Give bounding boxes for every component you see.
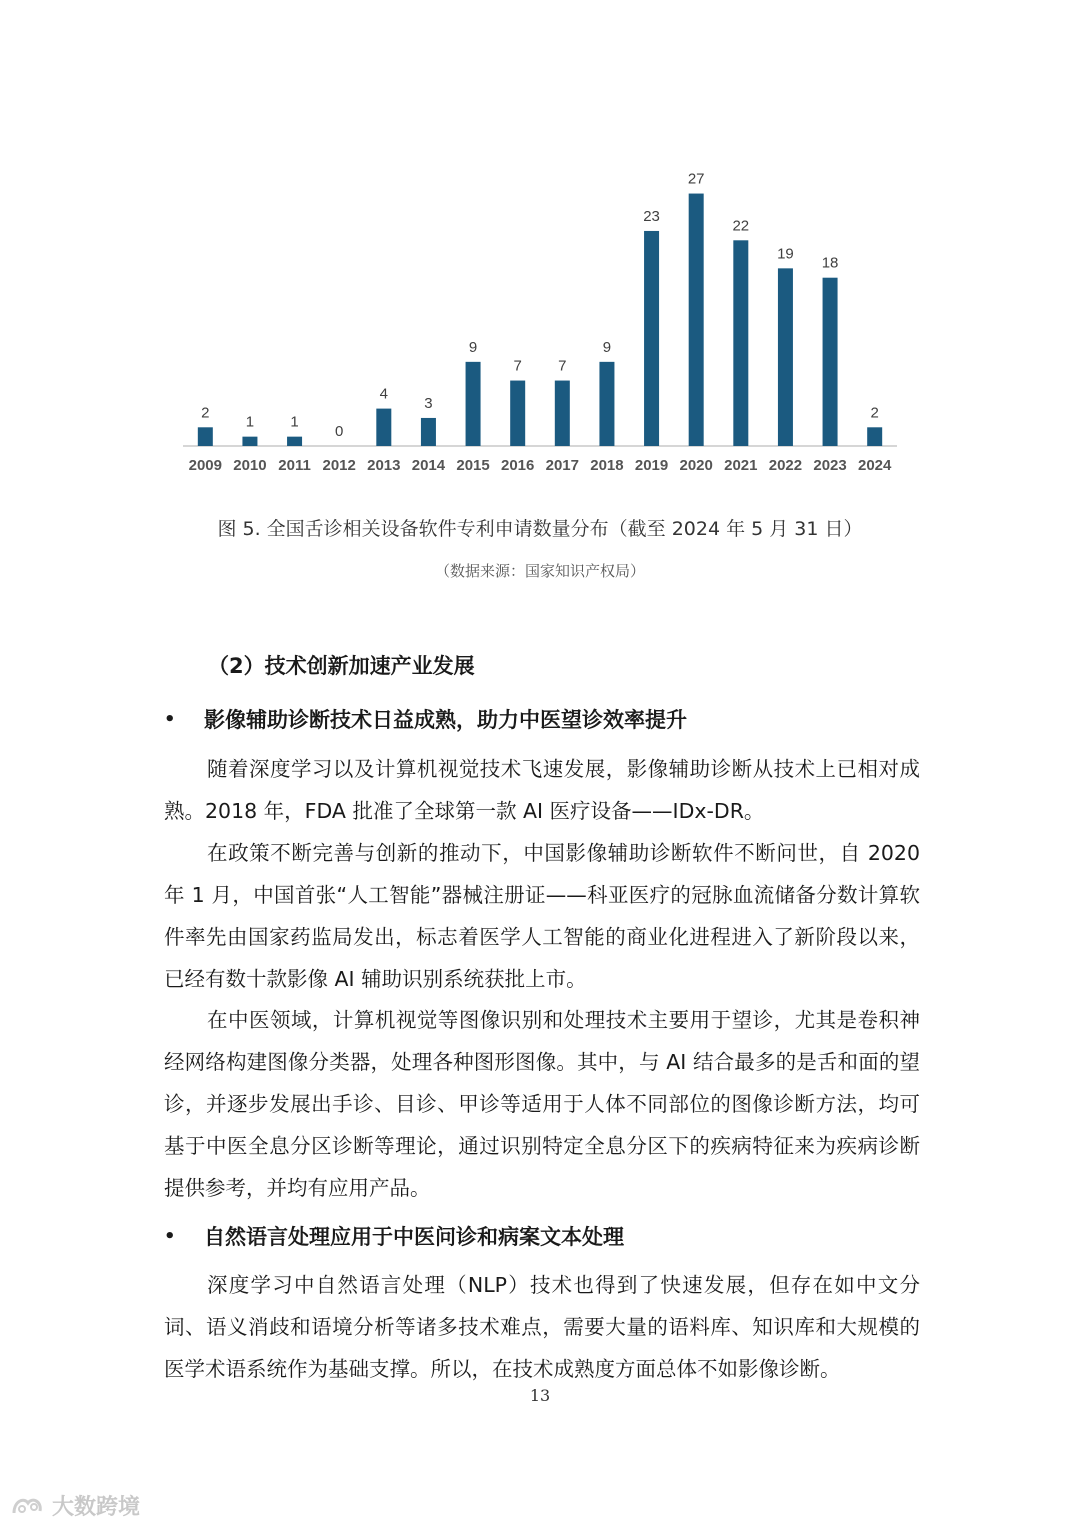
figure-caption: 图 5. 全国舌诊相关设备软件专利申请数量分布（截至 2024 年 5 月 31 日）	[217, 518, 863, 540]
x-tick-label-2009: 2009	[188, 457, 222, 474]
x-tick-label-2019: 2019	[634, 457, 669, 474]
x-tick-label-2012: 2012	[322, 457, 356, 474]
x-tick-label-2024: 2024	[858, 457, 892, 474]
paragraph: 随着深度学习以及计算机视觉技术飞速发展，影像辅助诊断从技术上已相对成熟。2018 年，FDA 批准了全球第一款 AI 医疗设备——IDx-DR。	[164, 757, 920, 823]
bar-2023	[823, 278, 838, 446]
bar-chart	[0, 0, 1080, 490]
data-label-2020: 27	[687, 170, 705, 188]
watermark-logo-icon	[10, 1493, 46, 1519]
bar-2019	[644, 231, 659, 446]
data-label-2023: 18	[821, 254, 839, 272]
bar-2014	[421, 418, 436, 446]
x-tick-label-2015: 2015	[456, 457, 490, 474]
data-label-2010: 1	[245, 413, 255, 431]
x-tick-label-2020: 2020	[679, 457, 713, 474]
x-tick-label-2010: 2010	[233, 457, 267, 474]
bar-2016	[510, 381, 525, 446]
x-tick-label-2014: 2014	[411, 457, 446, 474]
data-label-2024: 2	[870, 404, 879, 422]
paragraph: 在政策不断完善与创新的推动下，中国影像辅助诊断软件不断问世，自 2020 年 1 月，中国首张“人工智能”器械注册证——科亚医疗的冠脉血流储备分数计算软件率先由国家药监局发出，标志着医学人工智能的商业化进程进入了新阶段以来，已经有数十款影像 AI 辅助识别系统获批上市。	[164, 841, 920, 991]
bar-2020	[689, 194, 704, 446]
paragraph: 深度学习中自然语言处理（NLP）技术也得到了快速发展，但存在如中文分词、语义消歧和语境分析等诸多技术难点，需要大量的语料库、知识库和大规模的医学术语系统作为基础支撑。所以，在技术成熟度方面总体不如影像诊断。	[164, 1273, 920, 1381]
x-tick-label-2022: 2022	[768, 457, 803, 474]
bar-2011	[287, 437, 302, 446]
bar-2013	[376, 409, 391, 446]
bullet-item	[164, 1221, 624, 1251]
watermark	[10, 1490, 140, 1521]
bullet-icon: •	[164, 1225, 176, 1247]
x-tick-label-2016: 2016	[501, 457, 535, 474]
data-label-2014: 3	[424, 394, 433, 412]
bar-2017	[555, 381, 570, 446]
data-label-2016: 7	[513, 357, 522, 375]
bullet-title: 自然语言处理应用于中医问诊和病案文本处理	[204, 1225, 624, 1249]
data-label-2015: 9	[468, 338, 478, 356]
bullet-item	[164, 704, 687, 734]
data-label-2009: 2	[201, 404, 210, 422]
data-label-2021: 22	[732, 217, 750, 235]
x-tick-label-2018: 2018	[590, 457, 624, 474]
paragraph: 在中医领域，计算机视觉等图像识别和处理技术主要用于望诊，尤其是卷积神经网络构建图像分类器，处理各种图形图像。其中，与 AI 结合最多的是舌和面的望诊，并逐步发展出手诊、目诊、甲诊等适用于人体不同部位的图像诊断方法，均可基于中医全息分区诊断等理论，通过识别特定全息分区下的疾病特征来为疾病诊断提供参考，并均有应用产品。	[164, 1008, 920, 1200]
data-label-2011: 1	[290, 413, 299, 431]
bar-2018	[599, 362, 614, 446]
x-tick-label-2021: 2021	[724, 457, 758, 474]
data-label-2018: 9	[602, 338, 612, 356]
bar-2024	[867, 427, 882, 446]
bullet-title: 影像辅助诊断技术日益成熟，助力中医望诊效率提升	[204, 708, 687, 732]
x-tick-label-2017: 2017	[545, 457, 579, 474]
x-tick-label-2011: 2011	[278, 457, 311, 474]
data-label-2013: 4	[379, 385, 388, 403]
x-tick-label-2023: 2023	[813, 457, 847, 474]
bullet-icon: •	[164, 708, 176, 730]
x-tick-label-2013: 2013	[367, 457, 401, 474]
figure-source: （数据来源：国家知识产权局）	[434, 562, 645, 580]
bar-2022	[778, 268, 793, 446]
bar-2010	[242, 437, 257, 446]
page-number: 13	[529, 1386, 551, 1405]
data-label-2017: 7	[558, 357, 567, 375]
data-label-2019: 23	[643, 207, 660, 225]
watermark-text: 大数跨境	[52, 1495, 141, 1520]
bar-2021	[733, 240, 748, 446]
bar-2015	[466, 362, 481, 446]
data-label-2022: 19	[777, 245, 794, 263]
section-heading: （2）技术创新加速产业发展	[208, 654, 475, 678]
data-label-2012: 0	[335, 423, 344, 440]
bar-2009	[198, 427, 213, 446]
